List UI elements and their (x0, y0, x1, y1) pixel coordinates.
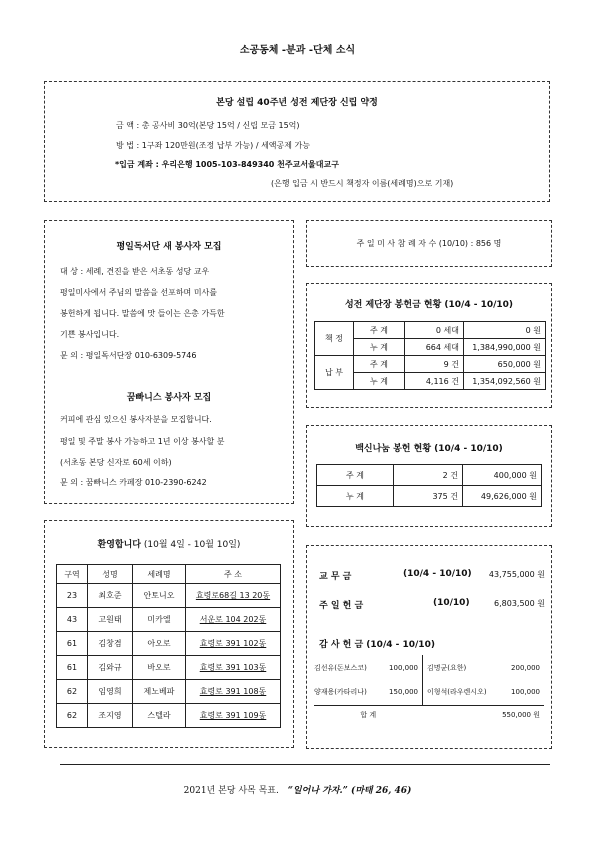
name-cell: 조지영 (88, 704, 133, 728)
row-key: 누 계 (354, 339, 405, 356)
pledge-amount-line: 금 액 : 총 공사비 30억(본당 15억 / 신립 모금 15억) (116, 121, 300, 130)
table-row (57, 680, 281, 704)
donor-amount: 100,000 (376, 655, 423, 680)
address-cell: 효령로 391 102동 (186, 632, 281, 656)
row-amount: 1,354,092,560 원 (464, 373, 546, 390)
cafe-contact: 문 의 : 꿈빠니스 카페장 010-2390-6242 (60, 478, 207, 487)
name-cell: 김와규 (88, 656, 133, 680)
volunteer-box (44, 220, 294, 504)
page-title: 소공동체 -분과 -단체 소식 (239, 45, 356, 56)
reader-contact: 문 의 : 평일독서단장 010-6309-5746 (60, 351, 197, 360)
total-amount: 550,000 원 (423, 705, 545, 725)
cafe-line: (서초동 본당 신자로 60세 이하) (60, 458, 172, 467)
row-amount: 650,000 원 (464, 356, 546, 373)
table-row (57, 608, 281, 632)
baptismal-name-cell: 미카엘 (133, 608, 186, 632)
building-pledge-title: 본당 설립 40주년 성전 제단장 신립 약정 (216, 98, 378, 108)
row-count: 9 건 (405, 356, 464, 373)
col-header: 구역 (57, 565, 88, 584)
reader-line: 기쁜 봉사입니다. (60, 330, 120, 339)
row-count: 664 세대 (405, 339, 464, 356)
group-label: 책 정 (315, 322, 354, 356)
sanctuary-offering-table (314, 321, 546, 390)
donor-amount: 100,000 (511, 688, 540, 697)
tithe-label: 교 무 금 (319, 572, 352, 582)
thanksgiving-table (314, 655, 544, 725)
address-cell: 효령로 391 109동 (186, 704, 281, 728)
baptismal-name-cell: 아오로 (133, 632, 186, 656)
name-cell: 김창겸 (88, 632, 133, 656)
district-cell: 62 (57, 704, 88, 728)
goal-label: 2021년 본당 사목 목표. (183, 786, 279, 796)
table-row (314, 680, 544, 705)
vaccine-sharing-table (316, 464, 542, 507)
table-row (57, 584, 281, 608)
donor-name: 김선유(돈보스코) (314, 663, 367, 672)
name-cell: 임영희 (88, 680, 133, 704)
row-amount: 49,626,000 원 (463, 486, 542, 507)
row-count: 2 건 (394, 465, 463, 486)
baptismal-name-cell: 안토니오 (133, 584, 186, 608)
reader-line: 봉헌하게 됩니다. 말씀에 맛 들이는 은총 가득한 (60, 309, 225, 318)
col-header: 성명 (88, 565, 133, 584)
tithe-period: (10/4 - 10/10) (403, 569, 472, 579)
cafe-volunteer-title: 꿈빠니스 봉사자 모집 (126, 393, 212, 403)
baptismal-name-cell: 제노베파 (133, 680, 186, 704)
table-row (57, 632, 281, 656)
row-key: 누 계 (317, 486, 394, 507)
address-cell: 효령로 391 108동 (186, 680, 281, 704)
tithe-amount: 43,755,000 원 (488, 570, 545, 579)
donor-name: 양재용(카타리나) (314, 688, 367, 697)
address-cell: 효령로 391 103동 (186, 656, 281, 680)
row-count: 0 세대 (405, 322, 464, 339)
total-label: 합 계 (314, 705, 423, 725)
building-pledge-box (44, 81, 550, 202)
vaccine-sharing-box (306, 425, 552, 527)
row-key: 주 계 (317, 465, 394, 486)
vaccine-sharing-title: 백신나눔 봉헌 현황 (10/4 - 10/10) (355, 444, 503, 454)
baptismal-name-cell: 바오로 (133, 656, 186, 680)
welcome-table (56, 564, 281, 728)
col-header: 주 소 (186, 565, 281, 584)
attendance-box (306, 220, 552, 267)
sunday-offering-amount: 6,803,500 원 (494, 599, 545, 608)
cafe-line: 평일 및 주말 봉사 가능하고 1년 이상 봉사할 분 (60, 437, 225, 446)
name-cell: 최호준 (88, 584, 133, 608)
district-cell: 23 (57, 584, 88, 608)
sunday-offering-period: (10/10) (433, 598, 470, 608)
district-cell: 61 (57, 656, 88, 680)
welcome-box (44, 520, 294, 748)
row-key: 주 계 (354, 322, 405, 339)
sanctuary-offering-title: 성전 제단장 봉헌금 현황 (10/4 - 10/10) (344, 300, 514, 310)
thanksgiving-title: 감 사 헌 금 (10/4 - 10/10) (319, 640, 435, 650)
group-label: 납 부 (315, 356, 354, 390)
name-cell: 고원태 (88, 608, 133, 632)
row-key: 주 계 (354, 356, 405, 373)
address-cell: 서운로 104 202동 (186, 608, 281, 632)
sunday-offering-label: 주 일 헌 금 (319, 601, 364, 611)
sanctuary-offering-box (306, 283, 552, 408)
welcome-title (45, 537, 293, 550)
table-row (57, 656, 281, 680)
donor-name: 김명균(요한) (427, 663, 467, 672)
col-header: 세례명 (133, 565, 186, 584)
district-cell: 62 (57, 680, 88, 704)
pledge-note-line: (은행 입금 시 반드시 책정자 이름(세례명)으로 기재) (271, 179, 454, 188)
finance-box (306, 545, 552, 749)
reader-line: 평일미사에서 주님의 말씀을 선포하며 미사를 (60, 288, 218, 297)
welcome-title-main: 환영합니다 (97, 540, 142, 550)
footer-goal (0, 783, 595, 796)
table-row (314, 655, 544, 680)
attendance-count: 주 일 미 사 참 례 자 수 (10/10) : 856 명 (356, 239, 502, 248)
row-key: 누 계 (354, 373, 405, 390)
reader-volunteer-title: 평일독서단 새 봉사자 모집 (116, 242, 222, 252)
donor-name: 이형석(라우렌시오) (427, 688, 487, 697)
cafe-line: 커피에 관심 있으신 봉사자분을 모집합니다. (60, 415, 212, 424)
row-count: 4,116 건 (405, 373, 464, 390)
row-amount: 1,384,990,000 원 (464, 339, 546, 356)
pledge-account-line: *입금 계좌 : 우리은행 1005-103-849340 천주교서울대교구 (115, 160, 339, 169)
table-row (57, 704, 281, 728)
row-count: 375 건 (394, 486, 463, 507)
total-row (314, 705, 544, 725)
pledge-method-line: 방 법 : 1구좌 120만원(조정 납부 가능) / 세액공제 가능 (116, 141, 310, 150)
baptismal-name-cell: 스텔라 (133, 704, 186, 728)
donor-amount: 150,000 (376, 680, 423, 705)
row-amount: 0 원 (464, 322, 546, 339)
goal-quote: “일어나 가자.” (마태 26, 46) (287, 786, 412, 796)
reader-line: 대 상 : 세례, 견진을 받은 서초동 성당 교우 (60, 267, 210, 276)
welcome-period: (10월 4일 - 10월 10일) (141, 540, 241, 550)
footer-divider (60, 764, 550, 765)
address-cell: 효령로68길 13 20동 (186, 584, 281, 608)
donor-amount: 200,000 (511, 663, 540, 672)
row-amount: 400,000 원 (463, 465, 542, 486)
district-cell: 43 (57, 608, 88, 632)
district-cell: 61 (57, 632, 88, 656)
